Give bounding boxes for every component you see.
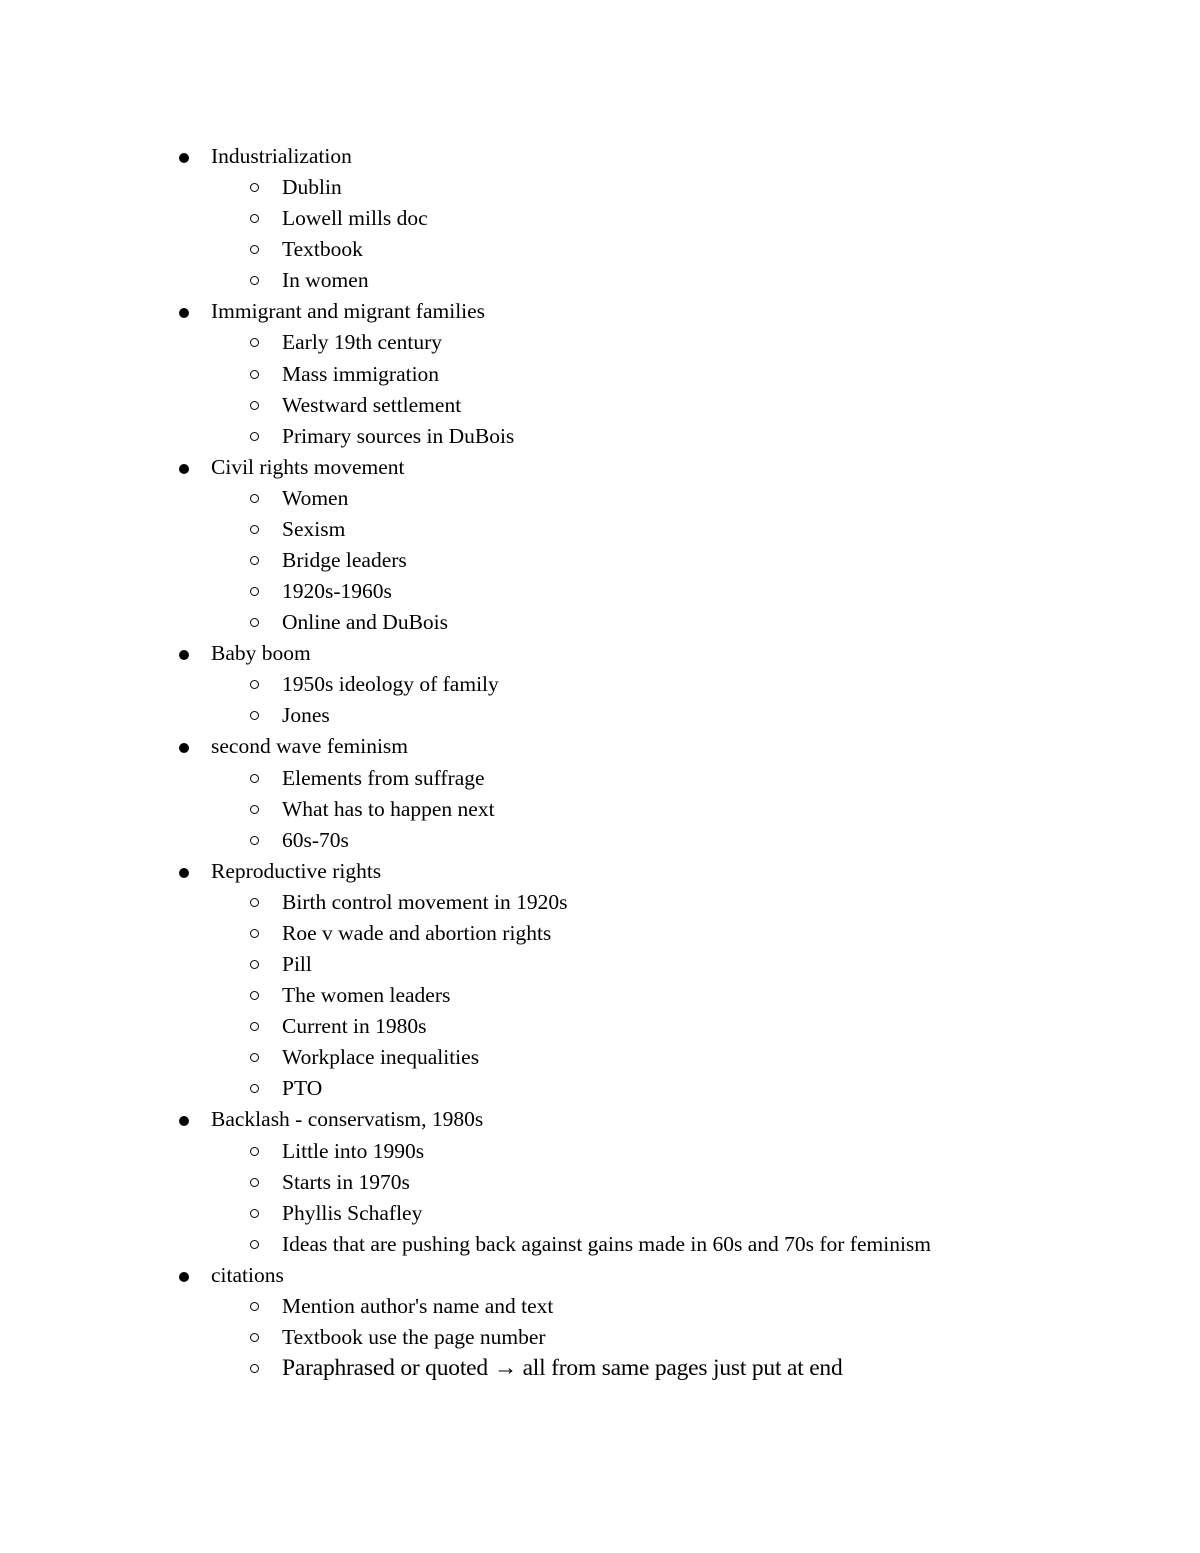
hollow-bullet-icon	[250, 1240, 259, 1249]
outline-subitem-text: Lowell mills doc	[282, 206, 428, 231]
outline-subitem	[0, 949, 1200, 980]
hollow-bullet-icon	[250, 1302, 259, 1311]
outline-item	[0, 141, 1200, 172]
hollow-bullet-icon	[250, 1022, 259, 1031]
outline-subitem	[0, 763, 1200, 794]
outline-item	[0, 638, 1200, 669]
outline-subitem	[0, 483, 1200, 514]
hollow-bullet-icon	[250, 245, 259, 254]
outline-subitem-text: Ideas that are pushing back against gains made in 60s and 70s for feminism	[282, 1231, 932, 1256]
outline-item-text: Immigrant and migrant families	[211, 299, 486, 324]
outline-subitem	[0, 607, 1200, 638]
hollow-bullet-icon	[250, 805, 259, 814]
hollow-bullet-icon	[250, 618, 259, 627]
outline-subitem	[0, 1136, 1200, 1167]
outline-subitem-text: Primary sources in DuBois	[282, 423, 515, 448]
outline-item-text: Industrialization	[211, 144, 352, 168]
outline-subitem-text: Paraphrased or quoted → all from same pages just put at end	[282, 1355, 843, 1382]
outline-item-text: second wave feminism	[211, 734, 409, 759]
hollow-bullet-icon	[250, 432, 259, 441]
outline-subitem	[0, 172, 1200, 203]
outline-subitem	[0, 1322, 1200, 1353]
outline-item	[0, 452, 1200, 483]
outline-item-text: citations	[211, 1262, 284, 1287]
outline-subitem-text: Starts in 1970s	[282, 1169, 410, 1194]
outline-subitem-text: Sexism	[282, 516, 346, 541]
outline-subitem	[0, 1011, 1200, 1042]
outline-subitem	[0, 1042, 1200, 1073]
outline-subitem	[0, 825, 1200, 856]
hollow-bullet-icon	[250, 898, 259, 907]
outline-subitem-text: Mass immigration	[282, 361, 440, 386]
outline-subitem-text: Early 19th century	[282, 330, 443, 355]
filled-bullet-icon	[179, 1116, 189, 1126]
outline-subitem	[0, 700, 1200, 731]
outline-subitem	[0, 203, 1200, 234]
hollow-bullet-icon	[250, 214, 259, 223]
hollow-bullet-icon	[250, 1333, 259, 1342]
hollow-bullet-icon	[250, 1364, 259, 1373]
outline-subitem-text: Phyllis Schafley	[282, 1200, 423, 1225]
filled-bullet-icon	[179, 743, 189, 753]
outline-subitem	[0, 1167, 1200, 1198]
hollow-bullet-icon	[250, 587, 259, 596]
outline-subitem	[0, 1353, 1200, 1384]
outline-subitem-text: 60s-70s	[282, 827, 349, 852]
hollow-bullet-icon	[250, 1209, 259, 1218]
outline-item	[0, 1260, 1200, 1291]
outline-subitem-text: Dublin	[282, 175, 342, 200]
outline-item-text: Civil rights movement	[211, 454, 405, 479]
outline-subitem-text: Little into 1990s	[282, 1138, 425, 1163]
outline-subitem	[0, 234, 1200, 265]
outline-subitem-text: 1950s ideology of family	[282, 672, 499, 697]
outline-subitem-text: Jones	[282, 703, 330, 728]
outline-item	[0, 856, 1200, 887]
outline-subitem-text: What has to happen next	[282, 796, 495, 821]
outline-subitem	[0, 265, 1200, 296]
hollow-bullet-icon	[250, 680, 259, 689]
outline-subitem	[0, 1198, 1200, 1229]
hollow-bullet-icon	[250, 1147, 259, 1156]
filled-bullet-icon	[179, 153, 189, 163]
hollow-bullet-icon	[250, 929, 259, 938]
outline-subitem	[0, 980, 1200, 1011]
filled-bullet-icon	[179, 308, 189, 318]
hollow-bullet-icon	[250, 525, 259, 534]
outline-subitem	[0, 390, 1200, 421]
outline-subitem-text: Online and DuBois	[282, 610, 449, 635]
outline-subitem-text: Workplace inequalities	[282, 1045, 480, 1070]
outline-subitem	[0, 545, 1200, 576]
outline-subitem	[0, 1073, 1200, 1104]
outline-subitem-text: Textbook use the page number	[282, 1324, 546, 1349]
outline-subitem-text: Pill	[282, 952, 312, 977]
outline-subitem-text: In women	[282, 268, 369, 293]
outline-subitem-text: Current in 1980s	[282, 1014, 427, 1039]
hollow-bullet-icon	[250, 991, 259, 1000]
outline-subitem	[0, 1291, 1200, 1322]
hollow-bullet-icon	[250, 960, 259, 969]
outline-item-text: Backlash - conservatism, 1980s	[211, 1107, 484, 1132]
outline-subitem-text: Women	[282, 485, 349, 510]
outline-subitem	[0, 918, 1200, 949]
filled-bullet-icon	[179, 650, 189, 660]
filled-bullet-icon	[179, 868, 189, 878]
filled-bullet-icon	[179, 1272, 189, 1282]
hollow-bullet-icon	[250, 774, 259, 783]
outline-subitem	[0, 514, 1200, 545]
outline-list	[0, 141, 1200, 1384]
hollow-bullet-icon	[250, 494, 259, 503]
outline-subitem-text: The women leaders	[282, 983, 451, 1008]
hollow-bullet-icon	[250, 183, 259, 192]
outline-item-text: Baby boom	[211, 641, 311, 666]
outline-subitem-text: Elements from suffrage	[282, 765, 485, 790]
outline-subitem	[0, 887, 1200, 918]
outline-subitem	[0, 576, 1200, 607]
outline-item	[0, 731, 1200, 762]
outline-item-text: Reproductive rights	[211, 858, 382, 883]
hollow-bullet-icon	[250, 276, 259, 285]
outline-subitem-text: 1920s-1960s	[282, 579, 392, 604]
hollow-bullet-icon	[250, 338, 259, 347]
outline-subitem-text: PTO	[282, 1076, 323, 1101]
hollow-bullet-icon	[250, 401, 259, 410]
outline-item	[0, 296, 1200, 327]
outline-subitem-text: Mention author's name and text	[282, 1293, 554, 1318]
filled-bullet-icon	[179, 464, 189, 474]
outline-subitem-text: Textbook	[282, 237, 363, 262]
outline-subitem	[0, 359, 1200, 390]
outline-subitem	[0, 1229, 1200, 1260]
outline-subitem	[0, 327, 1200, 358]
outline-subitem	[0, 421, 1200, 452]
hollow-bullet-icon	[250, 836, 259, 845]
hollow-bullet-icon	[250, 370, 259, 379]
hollow-bullet-icon	[250, 1084, 259, 1093]
outline-subitem	[0, 794, 1200, 825]
outline-subitem-text: Roe v wade and abortion rights	[282, 920, 552, 945]
hollow-bullet-icon	[250, 556, 259, 565]
hollow-bullet-icon	[250, 1178, 259, 1187]
outline-item	[0, 1104, 1200, 1135]
hollow-bullet-icon	[250, 1053, 259, 1062]
outline-subitem-text: Bridge leaders	[282, 548, 407, 573]
outline-subitem-text: Westward settlement	[282, 392, 462, 417]
outline-subitem-text: Birth control movement in 1920s	[282, 889, 568, 914]
hollow-bullet-icon	[250, 711, 259, 720]
outline-subitem	[0, 669, 1200, 700]
